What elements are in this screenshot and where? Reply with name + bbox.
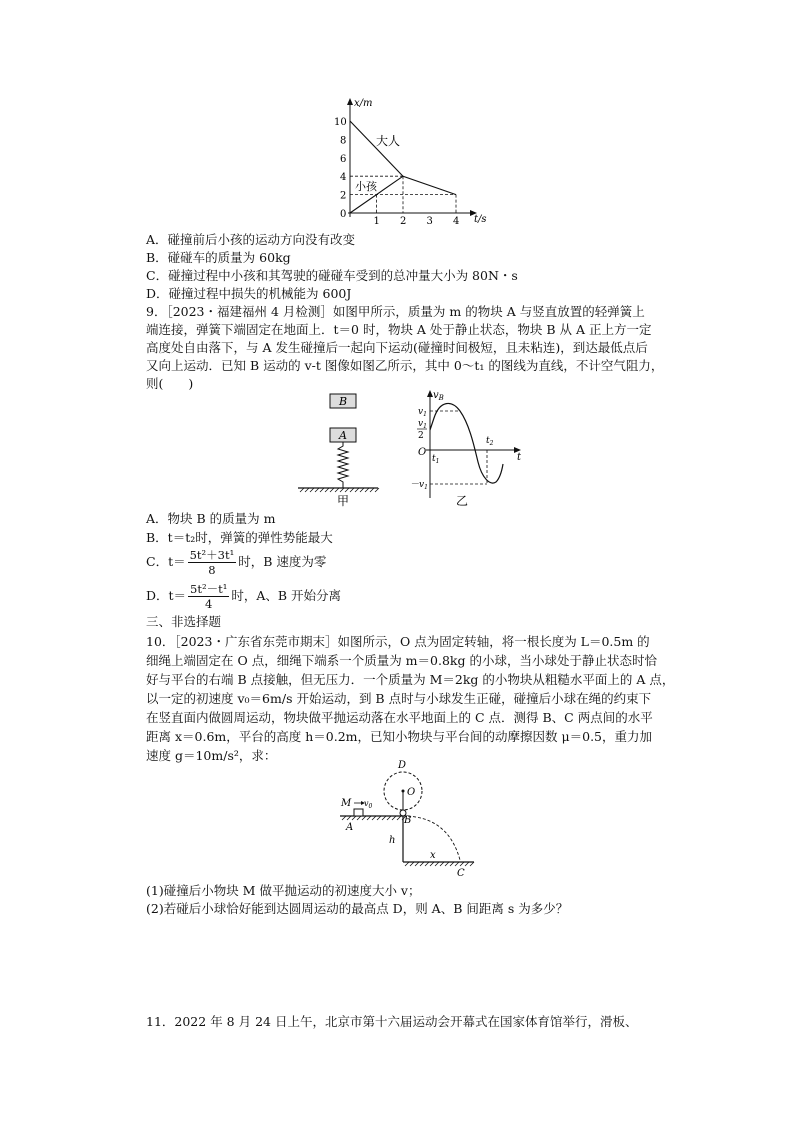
graph1-y-tick-2: 2 — [340, 190, 347, 202]
q9-option-c-suffix: 时，B 速度为零 — [238, 554, 327, 569]
fig10-a-label: A — [346, 822, 354, 833]
q10-part-1: (1)碰撞后小物块 M 做平抛运动的初速度大小 v； — [146, 883, 421, 898]
q9-option-d-prefix: D．t＝ — [146, 588, 187, 603]
q8-option-d: D．碰撞过程中损失的机械能为 600J — [146, 286, 352, 301]
q10-line-5: 在竖直面内做圆周运动，物块做平抛运动落在水平地面上的 C 点．测得 B、C 两点间的水平 — [146, 710, 653, 725]
yi-t-label: t — [517, 452, 522, 463]
yi-t2-label: $t_2$ — [486, 436, 494, 447]
graph1-x-axis-label: t/s — [474, 214, 487, 225]
q10-line-3: 好与平台的右端 B 点接触，但无压力．一个质量为 M＝2kg 的小物块从粗糙水平面上的 A 点， — [146, 672, 675, 687]
q8-option-c: C．碰撞过程中小孩和其驾驶的碰碰车受到的总冲量大小为 80N・s — [146, 268, 518, 283]
graph1-x-tick-3: 3 — [426, 216, 433, 227]
fig10-b-label: B — [404, 815, 412, 826]
q9-option-c-prefix: C．t＝ — [146, 554, 186, 569]
q9-line-5: 则( ) — [146, 376, 194, 391]
section-heading: 三、非选择题 — [146, 614, 222, 629]
yi-v-label: $v_B$ — [433, 390, 444, 402]
block-b-label: B — [339, 395, 348, 408]
fig10-o-label: O — [407, 787, 416, 798]
q9-option-c-num: 5t²＋3t¹ — [189, 548, 235, 562]
graph1-x-tick-4: 4 — [453, 216, 460, 227]
graph1-y-tick-0: 0 — [340, 209, 347, 220]
q9-option-d-num: 5t²－t¹ — [190, 582, 228, 596]
q10-part-2: (2)若碰后小球恰好能到达圆周运动的最高点 D，则 A、B 间距离 s 为多少？ — [146, 901, 569, 916]
q11-line-1: 11．2022 年 8 月 24 日上午，北京市第十六届运动会开幕式在国家体育馆举行，滑板、 — [146, 1014, 638, 1029]
q9-line-1: 9．［2023・福建福州 4 月检测］如图甲所示，质量为 m 的物块 A 与竖直放置的轻弹簧上 — [146, 304, 645, 319]
graph1-y-tick-4: 4 — [340, 172, 347, 184]
yi-origin: O — [418, 447, 427, 458]
q10-line-1: 10．［2023・广东省东莞市期末］如图所示，O 点为固定转轴，将一根长度为 L＝0.5m 的 — [146, 634, 650, 649]
q9-option-b: B．t＝t₂时，弹簧的弹性势能最大 — [146, 530, 333, 545]
graph1-x-tick-1: 1 — [373, 216, 380, 227]
q10-line-7: 速度 g＝10m/s²，求： — [146, 748, 277, 763]
yi-neg-v1: $-v_1$ — [410, 480, 428, 491]
q8-option-b: B．碰碰车的质量为 60kg — [146, 250, 291, 265]
yi-half-num: $v_1$ — [418, 419, 427, 430]
q8-option-a: A．碰撞前后小孩的运动方向没有改变 — [146, 232, 356, 247]
q9-line-3: 高度处自由落下，与 A 发生碰撞后一起向下运动(碰撞时间极短，且未粘连)，到达最低点后 — [146, 340, 648, 355]
caption-yi: 乙 — [456, 494, 469, 508]
fig10-block — [354, 809, 363, 816]
graph1-y-tick-8: 8 — [340, 135, 347, 147]
fig10-d-label: D — [398, 760, 407, 771]
graph1-y-tick-10: 10 — [334, 117, 347, 128]
q10-line-2: 细绳上端固定在 O 点，细绳下端系一个质量为 m＝0.8kg 的小球，当小球处于静止状态时恰 — [146, 653, 657, 668]
yi-v-sub: B — [438, 394, 444, 402]
q9-line-4: 又向上运动．已知 B 运动的 v-t 图像如图乙所示，其中 0～t₁ 的图线为直线，不计空气阻力， — [146, 358, 664, 373]
caption-jia: 甲 — [337, 494, 350, 508]
block-a-label: A — [339, 429, 347, 442]
q9-option-a: A．物块 B 的质量为 m — [146, 511, 276, 526]
graph1-label-adult: 大人 — [376, 134, 401, 148]
yi-t1-label: $t_1$ — [432, 454, 440, 465]
fig10-x-label: x — [430, 850, 436, 861]
yi-v1-label: $v_1$ — [418, 407, 427, 418]
fig10-c-label: C — [457, 868, 465, 879]
graph1-y-tick-6: 6 — [340, 153, 347, 165]
fig10-v0-label: $v_0$ — [364, 799, 373, 810]
q10-line-6: 距离 x＝0.6m，平台的高度 h＝0.2m，已知小物块与平台间的动摩擦因数 μ＝0.5，重力加 — [146, 729, 652, 744]
fig10-h-label: h — [389, 835, 396, 846]
graph1-label-child: 小孩 — [355, 180, 377, 193]
yi-half-den: 2 — [418, 431, 424, 441]
graph1-y-axis-label: x/m — [354, 98, 373, 109]
q9-option-d-den: 4 — [205, 597, 213, 611]
fig10-m-label: M — [341, 798, 352, 809]
q9-line-2: 端连接，弹簧下端固定在地面上．t＝0 时，物块 A 处于静止状态，物块 B 从 A 正上方一定 — [146, 322, 652, 337]
q10-line-4: 以一定的初速度 v₀＝6m/s 开始运动，到 B 点时与小球发生正碰，碰撞后小球在绳的约束下 — [146, 691, 652, 706]
q9-option-d-suffix: 时，A、B 开始分离 — [231, 588, 342, 603]
fig10-pivot — [402, 790, 405, 793]
q9-option-c-den: 8 — [208, 563, 216, 577]
graph1-x-tick-2: 2 — [400, 216, 407, 227]
